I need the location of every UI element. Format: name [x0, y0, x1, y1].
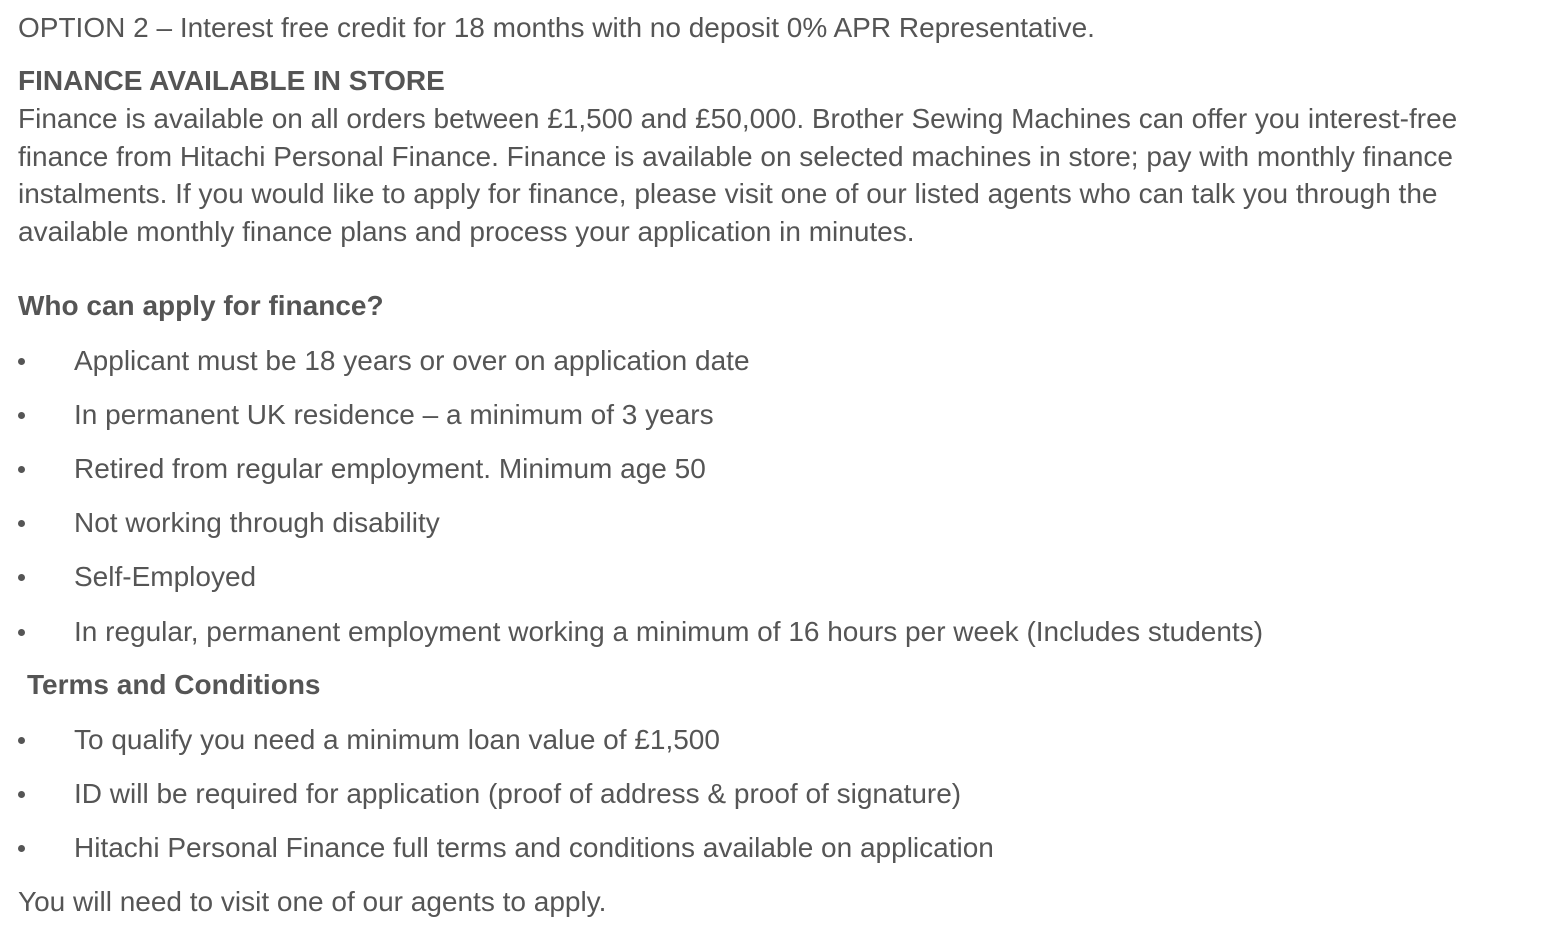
intro-line: finance from Hitachi Personal Finance. Finance is available on selected machines in store; pay with monthly finance [18, 140, 1453, 172]
footer-line: You will need to visit one of our agents to apply. [18, 886, 607, 917]
bullet-icon [18, 412, 25, 419]
bullet-icon [18, 466, 25, 473]
terms-heading: Terms and Conditions [27, 669, 321, 700]
list-item-text: In regular, permanent employment working a minimum of 16 hours per week (Includes students) [74, 616, 1264, 647]
list-item-text: ID will be required for application (proof of address & proof of signature) [74, 778, 962, 809]
list-item-text: Self-Employed [74, 561, 257, 592]
bullet-icon [18, 574, 25, 581]
intro-paragraph [18, 100, 1538, 250]
bullet-icon [18, 358, 25, 365]
list-item-text: Not working through disability [74, 507, 440, 538]
bullet-icon [18, 845, 25, 852]
bullet-icon [18, 629, 25, 636]
list-item-text: To qualify you need a minimum loan value of £1,500 [74, 724, 720, 755]
section-title: FINANCE AVAILABLE IN STORE [18, 65, 445, 96]
bullet-icon [18, 791, 25, 798]
list-item-text: Applicant must be 18 years or over on application date [74, 345, 750, 376]
option-line: OPTION 2 – Interest free credit for 18 months with no deposit 0% APR Representative. [18, 12, 1095, 43]
intro-line: Finance is available on all orders between £1,500 and £50,000. Brother Sewing Machines can offer you interest-free [18, 103, 1458, 134]
list-item-text: Hitachi Personal Finance full terms and conditions available on application [74, 832, 994, 863]
intro-line: instalments. If you would like to apply for finance, please visit one of our listed agents who can talk you through the [18, 178, 1438, 209]
who-can-apply-heading: Who can apply for finance? [18, 290, 384, 321]
intro-line: available monthly finance plans and process your application in minutes. [18, 215, 915, 247]
list-item-text: Retired from regular employment. Minimum age 50 [74, 453, 706, 484]
bullet-icon [18, 520, 25, 527]
bullet-icon [18, 737, 25, 744]
list-item-text: In permanent UK residence – a minimum of 3 years [74, 399, 714, 430]
